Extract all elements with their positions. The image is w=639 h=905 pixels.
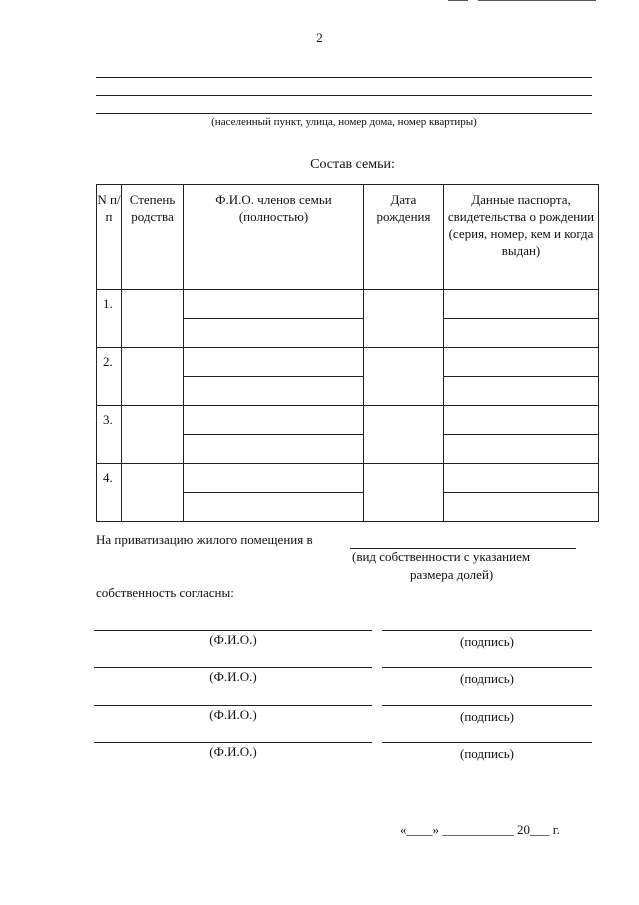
- name-cell[interactable]: [184, 348, 364, 377]
- signature-caption: (подпись): [460, 634, 514, 649]
- fio-caption: (Ф.И.О.): [209, 744, 257, 759]
- signature-caption: (подпись): [460, 671, 514, 686]
- address-line-2: [96, 95, 592, 96]
- name-cell[interactable]: [184, 435, 364, 464]
- birth-date-cell[interactable]: [364, 464, 444, 522]
- name-cell[interactable]: [184, 406, 364, 435]
- name-cell[interactable]: [184, 377, 364, 406]
- passport-cell[interactable]: [444, 493, 599, 522]
- fio-field[interactable]: [94, 742, 372, 743]
- ownership-hint-line2: размера долей): [410, 567, 494, 582]
- signature-caption: (подпись): [460, 709, 514, 724]
- page-number: 2: [316, 30, 323, 45]
- row-number: 2.: [97, 348, 122, 406]
- signature-field[interactable]: [382, 630, 592, 631]
- relation-cell[interactable]: [122, 464, 184, 522]
- table-row: [97, 464, 599, 493]
- signature-field[interactable]: [382, 667, 592, 668]
- name-cell[interactable]: [184, 464, 364, 493]
- passport-cell[interactable]: [444, 348, 599, 377]
- fio-field[interactable]: [94, 667, 372, 668]
- signature-field[interactable]: [382, 742, 592, 743]
- address-line-3: [96, 113, 592, 114]
- family-composition-title: Состав семьи:: [310, 157, 395, 172]
- ownership-hint-line1: (вид собственности с указанием: [352, 549, 531, 564]
- passport-cell[interactable]: [444, 435, 599, 464]
- relation-cell[interactable]: [122, 406, 184, 464]
- header-birth-date: Дата рождения: [364, 185, 444, 290]
- scan-artifact: [478, 0, 596, 1]
- signature-caption: (подпись): [460, 746, 514, 761]
- passport-cell[interactable]: [444, 464, 599, 493]
- name-cell[interactable]: [184, 290, 364, 319]
- table-header-row: [97, 185, 599, 290]
- birth-date-cell[interactable]: [364, 290, 444, 348]
- row-number: 4.: [97, 464, 122, 522]
- passport-cell[interactable]: [444, 319, 599, 348]
- header-num: N п/п: [97, 185, 122, 290]
- row-number: 1.: [97, 290, 122, 348]
- passport-cell[interactable]: [444, 290, 599, 319]
- agreement-label: собственность согласны:: [96, 585, 234, 600]
- header-name: Ф.И.О. членов семьи (полностью): [184, 185, 364, 290]
- birth-date-cell[interactable]: [364, 348, 444, 406]
- privatization-label: На приватизацию жилого помещения в: [96, 532, 313, 547]
- fio-field[interactable]: [94, 705, 372, 706]
- scan-artifact: [448, 0, 468, 1]
- family-composition-table: [96, 184, 599, 522]
- name-cell[interactable]: [184, 319, 364, 348]
- signature-field[interactable]: [382, 705, 592, 706]
- fio-caption: (Ф.И.О.): [209, 669, 257, 684]
- row-number: 3.: [97, 406, 122, 464]
- table-row: [97, 348, 599, 377]
- relation-cell[interactable]: [122, 290, 184, 348]
- fio-caption: (Ф.И.О.): [209, 707, 257, 722]
- name-cell[interactable]: [184, 493, 364, 522]
- header-passport: Данные паспорта, свидетельства о рождении (серия, номер, кем и когда выдан): [444, 185, 599, 290]
- fio-field[interactable]: [94, 630, 372, 631]
- birth-date-cell[interactable]: [364, 406, 444, 464]
- header-relation: Степень родства: [122, 185, 184, 290]
- address-caption: (населенный пункт, улица, номер дома, номер квартиры): [211, 116, 477, 128]
- table-row: [97, 290, 599, 319]
- passport-cell[interactable]: [444, 377, 599, 406]
- passport-cell[interactable]: [444, 406, 599, 435]
- date-field[interactable]: «____» ___________ 20___ г.: [400, 822, 560, 837]
- relation-cell[interactable]: [122, 348, 184, 406]
- address-line-1: [96, 77, 592, 78]
- fio-caption: (Ф.И.О.): [209, 632, 257, 647]
- table-row: [97, 406, 599, 435]
